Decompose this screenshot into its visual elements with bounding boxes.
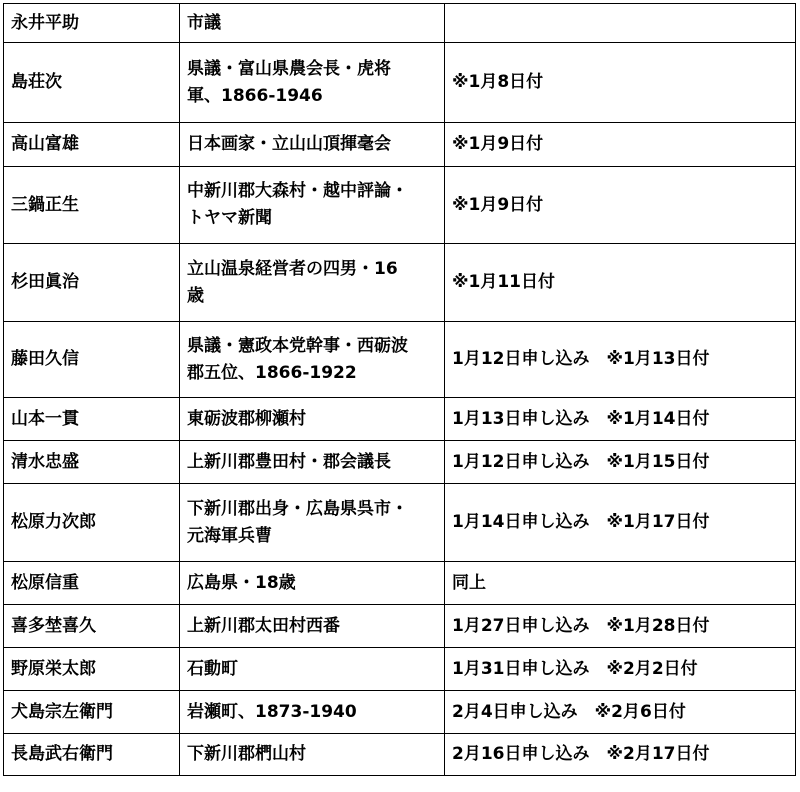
note-cell: ※1月9日付 xyxy=(445,167,796,244)
description-cell: 立山温泉経営者の四男・16 歳 xyxy=(180,244,445,322)
note-cell: 1月12日申し込み ※1月13日付 xyxy=(445,322,796,398)
table-row xyxy=(4,123,796,167)
description-cell: 日本画家・立山山頂揮毫会 xyxy=(180,123,445,167)
description-cell: 広島県・18歳 xyxy=(180,562,445,605)
name-cell: 山本一貫 xyxy=(4,398,180,441)
name-cell: 藤田久信 xyxy=(4,322,180,398)
description-cell: 県議・富山県農会長・虎将 軍、1866-1946 xyxy=(180,43,445,123)
name-cell: 三鍋正生 xyxy=(4,167,180,244)
name-cell: 松原力次郎 xyxy=(4,484,180,562)
table-row xyxy=(4,398,796,441)
note-cell: 1月14日申し込み ※1月17日付 xyxy=(445,484,796,562)
note-cell: 1月27日申し込み ※1月28日付 xyxy=(445,605,796,648)
name-cell: 松原信重 xyxy=(4,562,180,605)
table-row xyxy=(4,43,796,123)
note-cell xyxy=(445,4,796,43)
name-cell: 島荘次 xyxy=(4,43,180,123)
description-cell: 下新川郡椚山村 xyxy=(180,734,445,776)
table-row xyxy=(4,441,796,484)
table-row xyxy=(4,244,796,322)
note-cell: 1月12日申し込み ※1月15日付 xyxy=(445,441,796,484)
name-cell: 野原栄太郎 xyxy=(4,648,180,691)
description-cell: 市議 xyxy=(180,4,445,43)
note-cell: ※1月11日付 xyxy=(445,244,796,322)
name-cell: 高山富雄 xyxy=(4,123,180,167)
table-row xyxy=(4,691,796,734)
table-row xyxy=(4,167,796,244)
note-cell: ※1月9日付 xyxy=(445,123,796,167)
description-cell: 上新川郡太田村西番 xyxy=(180,605,445,648)
table-row xyxy=(4,484,796,562)
table-row xyxy=(4,562,796,605)
climbers-table xyxy=(3,3,796,776)
name-cell: 長島武右衛門 xyxy=(4,734,180,776)
name-cell: 杉田眞治 xyxy=(4,244,180,322)
note-cell: 1月13日申し込み ※1月14日付 xyxy=(445,398,796,441)
name-cell: 清水忠盛 xyxy=(4,441,180,484)
description-cell: 石動町 xyxy=(180,648,445,691)
note-cell: ※1月8日付 xyxy=(445,43,796,123)
description-cell: 県議・憲政本党幹事・西砺波 郡五位、1866-1922 xyxy=(180,322,445,398)
note-cell: 2月4日申し込み ※2月6日付 xyxy=(445,691,796,734)
table-row xyxy=(4,4,796,43)
table-row xyxy=(4,648,796,691)
description-cell: 下新川郡出身・広島県呉市・ 元海軍兵曹 xyxy=(180,484,445,562)
table-row xyxy=(4,322,796,398)
description-cell: 東砺波郡柳瀬村 xyxy=(180,398,445,441)
table-row xyxy=(4,734,796,776)
note-cell: 同上 xyxy=(445,562,796,605)
note-cell: 2月16日申し込み ※2月17日付 xyxy=(445,734,796,776)
name-cell: 永井平助 xyxy=(4,4,180,43)
name-cell: 喜多埜喜久 xyxy=(4,605,180,648)
description-cell: 岩瀬町、1873-1940 xyxy=(180,691,445,734)
description-cell: 中新川郡大森村・越中評論・ トヤマ新聞 xyxy=(180,167,445,244)
description-cell: 上新川郡豊田村・郡会議長 xyxy=(180,441,445,484)
name-cell: 犬島宗左衛門 xyxy=(4,691,180,734)
table-row xyxy=(4,605,796,648)
note-cell: 1月31日申し込み ※2月2日付 xyxy=(445,648,796,691)
